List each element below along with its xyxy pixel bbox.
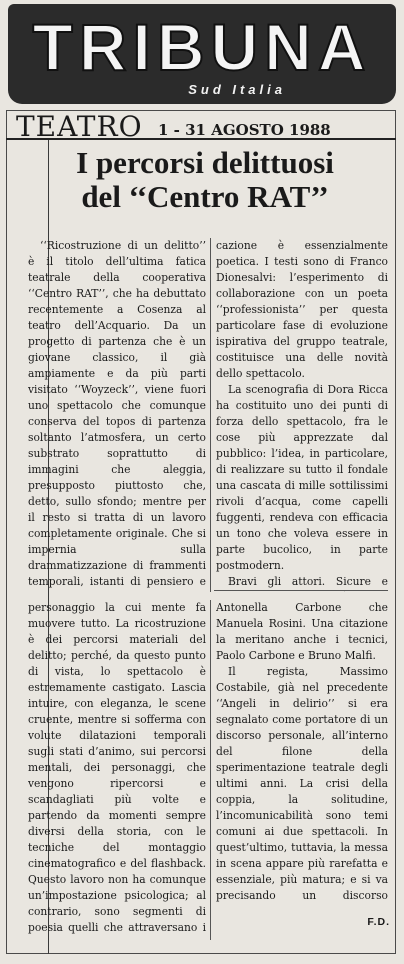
section-label: TEATRO xyxy=(16,110,143,143)
column-divider xyxy=(210,238,211,592)
masthead-subtitle: Sud Italia xyxy=(188,82,286,97)
issue-date: 1 - 31 AGOSTO 1988 xyxy=(158,121,331,139)
masthead xyxy=(8,4,396,104)
author-signature: F.D. xyxy=(367,916,390,928)
paragraph: cazione è essenzialmente poetica. I testi sono di Franco Dionesalvi: l’esperimento di collaborazione con un poeta ‘‘professionista’’ per questa particolare fase di evoluzione ispirativa del gruppo teatrale, costituisce una delle novità dello spettacolo. xyxy=(216,239,388,380)
article-column-3 xyxy=(28,600,206,938)
column-divider xyxy=(210,600,211,940)
article-column-1 xyxy=(28,238,206,592)
paragraph: La scenografia di Dora Ricca ha costituito uno dei punti di forza dello spettacolo, fra le cose più apprezzate dal pubblico: l’idea, in particolare, di realizzare su tutto il fondale una cascata di mille sottilissimi rivoli d’acqua, come capelli fuggenti, rendeva con efficacia un tono che voleva essere in parte bucolico, in parte postmodern. xyxy=(216,383,388,572)
masthead-logo: TRIBUNA xyxy=(32,10,372,84)
headline-line-1: I percorsi delittuosi xyxy=(76,145,334,180)
headline-line-2: del ‘‘Centro RAT’’ xyxy=(81,179,329,214)
paragraph: Bravi gli attori. Sicure e xyxy=(228,575,388,588)
paragraph: ‘‘Ricostruzione di un delitto’’ è il titolo dell’ultima fatica teatrale della cooperativa ‘‘Centro RAT’’, che ha debuttato recentemente a Cosenza al teatro dell’Acquario. Da un progetto di partenza che è un giovane classico, il già ampiamente e da più parti visitato ‘‘Woyzeck’’, viene fuori uno spettacolo che comunque conserva del topos di partenza soltanto l’atmosfera, un certo substrato soprattutto di immagini che aleggia, presupposto piuttosto che, detto, sullo sfondo; mentre per il resto si tratta di un lavoro completamente originale. Che si impernia sulla drammatizzazione di frammenti temporali, istanti di pensiero e xyxy=(28,239,206,588)
paragraph: Il regista, Massimo Costabile, già nel precedente ‘‘Angeli in delirio’’ si era segnalato come portatore di un discorso personale, all’interno del filone della sperimentazione teatrale degli ultimi anni. La crisi della coppia, la solitudine, l’incomunicabilità sono temi comuni ai due spettacoli. In quest’ultimo, tuttavia, la messa in scena appare più rarefatta e essenziale, più matura; e si va precisando un discorso xyxy=(216,665,388,902)
column-break-rule xyxy=(214,590,388,591)
article-headline xyxy=(40,146,370,214)
paragraph: Antonella Carbone che Manuela Rosini. Una citazione la meritano anche i tecnici, Paolo Carbone e Bruno Malfi. xyxy=(216,601,388,662)
paragraph: personaggio la cui mente fa muovere tutto. La ricostruzione è dei percorsi materiali del delitto; perché, da questo punto di vista, lo spettacolo è estremamente castigato. Lascia intuire, con eleganza, le scene cruente, mentre si sofferma con volute dilatazioni temporali sugli stati d’animo, sui percorsi mentali, dei personaggi, che vengono ripercorsi e scandagliati più volte e partendo da momenti sempre diversi della storia, con le tecniche del montaggio cinematografico e del flashback. Questo lavoro non ha comunque un’impostazione psicologica; al contrario, sono segmenti di poesia quelli che attraversano i xyxy=(28,601,206,934)
article-column-2 xyxy=(216,238,388,592)
article-column-4 xyxy=(216,600,388,905)
